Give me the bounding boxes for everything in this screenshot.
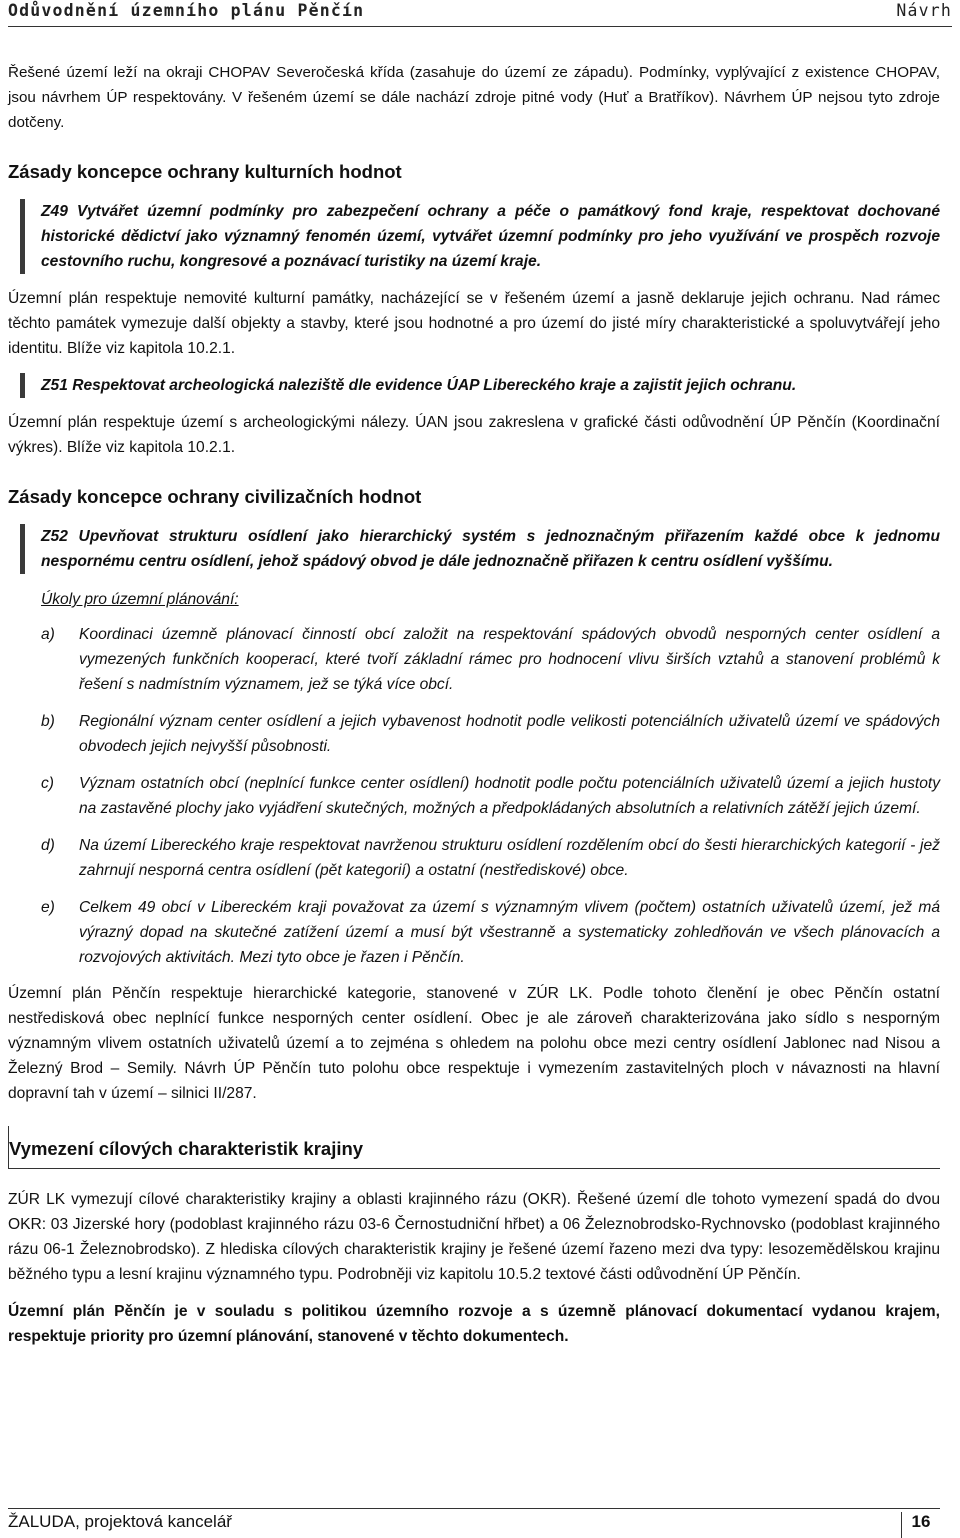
page-footer <box>8 1508 940 1537</box>
task-text: Význam ostatních obcí (neplnící funkce center osídlení) hodnotit podle počtu potenciálních uživatelů území a jejich hustoty na zastavěné plochy jako vyjádření skutečných, možných a předpokládaných absolutních a relativních zátěží jejich území. <box>79 775 940 817</box>
task-text: Regionální význam center osídlení a jejich vybavenost hodnotit podle velikosti potenciálních uživatelů území ve spádových obvodech jejich nejvyšší působnosti. <box>79 713 940 755</box>
paragraph-archaeology: Územní plán respektuje území s archeologickými nálezy. ÚAN jsou zakreslena v grafické části odůvodnění ÚP Pěnčín (Koordinační výkres). Blíže viz kapitola 10.2.1. <box>8 414 940 456</box>
task-text: Na území Libereckého kraje respektovat navrženou strukturu osídlení rozdělením obcí do šesti hierarchických kategorií - jež zahrnují nesporná centra osídlení (pět kategorií) a ostatní (nestřediskové) obce. <box>79 837 940 879</box>
intro-paragraph: Řešené území leží na okraji CHOPAV Severočeská křída (zasahuje do území ze západu). Podmínky, vyplývající z existence CHOPAV, jsou návrhem ÚP respektovány. V řešeném území se dále nachází zdroje pitné vody (Huť a Bratříkov). Návrhem ÚP nejsou tyto zdroje dotčeny. <box>8 64 940 131</box>
quote-z51: Z51 Respektovat archeologická naleziště dle evidence ÚAP Libereckého kraje a zajistit jejich ochranu. <box>20 373 940 398</box>
paragraph-hierarchy: Územní plán Pěnčín respektuje hierarchické kategorie, stanovené v ZÚR LK. Podle tohoto členění je obec Pěnčín ostatní nestředisková obec neplnící funkce nesporných center osídlení. Obec je ale zároveň charakterizována jako sídlo s nesporným významným vlivem ostatních uživatelů území a to zejména s ohledem na polohu obce mezi centry osídlení Jablonec nad Nisou a Železný Brod – Semily. Návrh ÚP Pěnčín tuto polohu obce respektuje i vymezením zastavitelných ploch v návaznosti na hlavní dopravní tah v území – silnici II/287. <box>8 985 940 1102</box>
task-text: Celkem 49 obcí v Libereckém kraji považovat za území s významným vlivem (počtem) ostatních uživatelů území, jež má výrazný dopad na skutečné zatížení území a musí být všestranně a systematicky zohledňován ve všech plánovacích a rozvojových aktivitách. Mezi tyto obce je řazen i Pěnčín. <box>79 899 940 966</box>
page-number: 16 <box>901 1512 940 1538</box>
paragraph-conclusion: Územní plán Pěnčín je v souladu s politikou územního rozvoje a s územně plánovací dokumentací vydanou krajem, respektuje priority pro územní plánování, stanovené v těchto dokumentech. <box>8 1303 940 1345</box>
page-header <box>8 0 952 27</box>
heading-cultural-values: Zásady koncepce ochrany kulturních hodnot <box>8 161 402 182</box>
paragraph-landscape: ZÚR LK vymezují cílové charakteristiky krajiny a oblasti krajinného rázu (OKR). Řešené území dle tohoto vymezení spadá do dvou OKR: 03 Jizerské hory (podoblast krajinného rázu 03-6 Černostudniční hřbet) a 06 Železnobrodsko-Rychnovsko (podoblast krajinného rázu 06-1 Železnobrodsko). Z hlediska cílových charakteristik krajiny je řešené území řazeno mezi dva typy: lesozemědělskou krajinu běžného typu a lesní krajinu významného typu. Podrobněji viz kapitolu 10.5.2 textové části odůvodnění ÚP Pěnčín. <box>8 1191 940 1283</box>
paragraph-cultural-monuments: Územní plán respektuje nemovité kulturní památky, nacházející se v řešeném území a jasně deklaruje jejich ochranu. Nad rámec těchto památek vymezuje další objekty a stavby, které jsou hodnotné a pro území do jisté míry charakteristické a spoluvytvářejí jeho identitu. Blíže viz kapitola 10.2.1. <box>8 290 940 357</box>
task-item <box>41 622 940 697</box>
page-content <box>8 60 940 1349</box>
heading-frame <box>8 1126 940 1169</box>
task-text: Koordinaci územně plánovací činností obcí založit na respektování spádových obvodů nesporných center osídlení a vymezených funkčních kooperací, které tvoří základní rámec pro hodnocení vlivu širších vztahů a stanovení problémů k řešení s nadmístním významem, jež se týká více obcí. <box>79 626 940 693</box>
tasks-list <box>41 622 940 970</box>
task-marker: e) <box>41 899 55 916</box>
tasks-title: Úkoly pro územní plánování: <box>41 591 239 608</box>
task-item <box>41 771 940 821</box>
quote-z52: Z52 Upevňovat strukturu osídlení jako hierarchický systém s jednoznačným přiřazením každé obce k jednomu nespornému centru osídlení, jehož spádový obvod je dále jednoznačně přiřazen k centru osídlení vyššímu. <box>20 524 940 574</box>
task-item <box>41 895 940 970</box>
document-title: Odůvodnění územního plánu Pěnčín <box>8 1 365 20</box>
task-item <box>41 833 940 883</box>
document-kind: Návrh <box>896 1 952 20</box>
quote-z49: Z49 Vytvářet územní podmínky pro zabezpečení ochrany a péče o památkový fond kraje, respektovat dochované historické dědictví jako významný fenomén území, vytvářet územní podmínky pro jeho využívání ve prospěch rozvoje cestovního ruchu, kongresové a poznávací turistiky na území kraje. <box>20 199 940 274</box>
task-marker: a) <box>41 626 55 643</box>
heading-civilization-values: Zásady koncepce ochrany civilizačních hodnot <box>8 486 422 507</box>
task-marker: b) <box>41 713 55 730</box>
task-item <box>41 709 940 759</box>
heading-landscape: Vymezení cílových charakteristik krajiny <box>9 1138 364 1159</box>
task-marker: c) <box>41 775 54 792</box>
footer-company: ŽALUDA, projektová kancelář <box>8 1512 232 1531</box>
task-marker: d) <box>41 837 55 854</box>
